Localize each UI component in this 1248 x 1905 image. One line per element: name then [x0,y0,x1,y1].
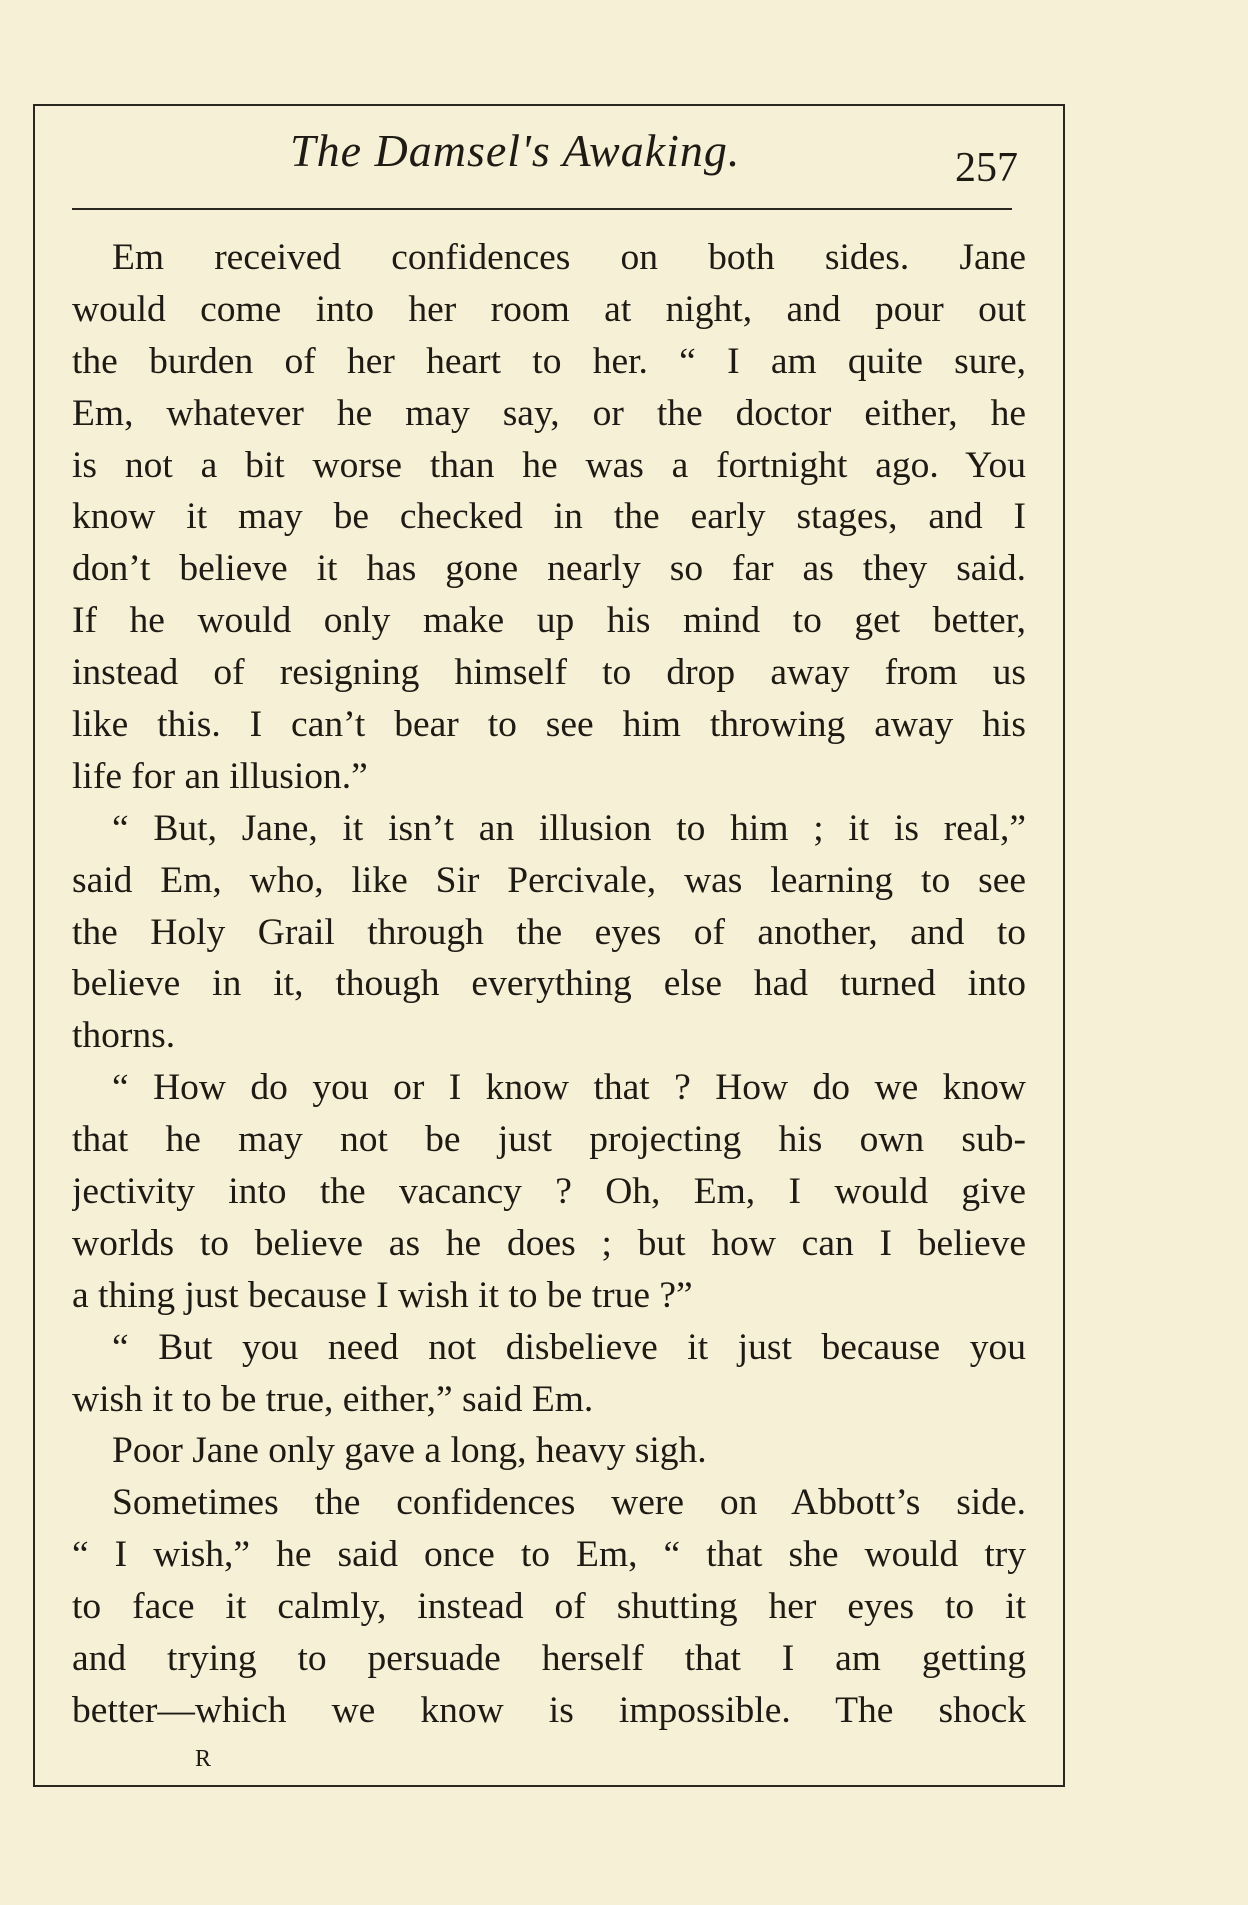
text-line: better—which we know is impossible. The shock [72,1689,1026,1731]
text-line: “ But, Jane, it isn’t an illusion to him ; it is real,” [112,807,1026,849]
text-line: jectivity into the vacancy ? Oh, Em, I would give [72,1171,1026,1213]
text-line: a thing just because I wish it to be true ?” [72,1274,693,1316]
text-line: is not a bit worse than he was a fortnight ago. You [72,444,1026,486]
header-rule [72,208,1012,210]
body-text [72,232,1026,1737]
text-line: “ I wish,” he said once to Em, “ that she would try [72,1534,1026,1576]
text-line: Poor Jane only gave a long, heavy sigh. [112,1430,707,1472]
page-number: 257 [955,145,1018,191]
text-line: Em received confidences on both sides. Jane [112,237,1026,278]
text-line: the burden of her heart to her. “ I am quite sure, [72,340,1026,382]
text-line: the Holy Grail through the eyes of another, and to [72,911,1026,953]
text-line: know it may be checked in the early stages, and I [72,496,1026,538]
text-line: that he may not be just projecting his own sub- [72,1119,1026,1161]
text-line: worlds to believe as he does ; but how can I believe [72,1222,1026,1264]
text-line: wish it to be true, either,” said Em. [72,1378,594,1420]
text-line: Em, whatever he may say, or the doctor either, he [72,392,1026,434]
text-line: like this. I can’t bear to see him throwing away his [72,704,1026,746]
text-line: If he would only make up his mind to get better, [72,600,1026,642]
text-line: would come into her room at night, and pour out [72,288,1026,330]
text-line: believe in it, though everything else had turned into [72,963,1026,1005]
text-line: “ But you need not disbelieve it just because you [112,1326,1026,1368]
text-line: “ How do you or I know that ? How do we know [112,1067,1026,1109]
text-line: said Em, who, like Sir Percivale, was learning to see [72,859,1026,901]
running-title: The Damsel's Awaking. [290,125,741,176]
page-header [0,124,1248,194]
text-line: life for an illusion.” [72,755,368,797]
text-line: to face it calmly, instead of shutting her eyes to it [72,1586,1026,1628]
text-line: don’t believe it has gone nearly so far as they said. [72,548,1026,590]
text-line: and trying to persuade herself that I am getting [72,1638,1026,1680]
text-line: thorns. [72,1015,176,1057]
text-line: Sometimes the confidences were on Abbott’s side. [112,1482,1026,1524]
text-line: instead of resigning himself to drop away from us [72,652,1026,694]
signature-mark: R [195,1746,214,1772]
